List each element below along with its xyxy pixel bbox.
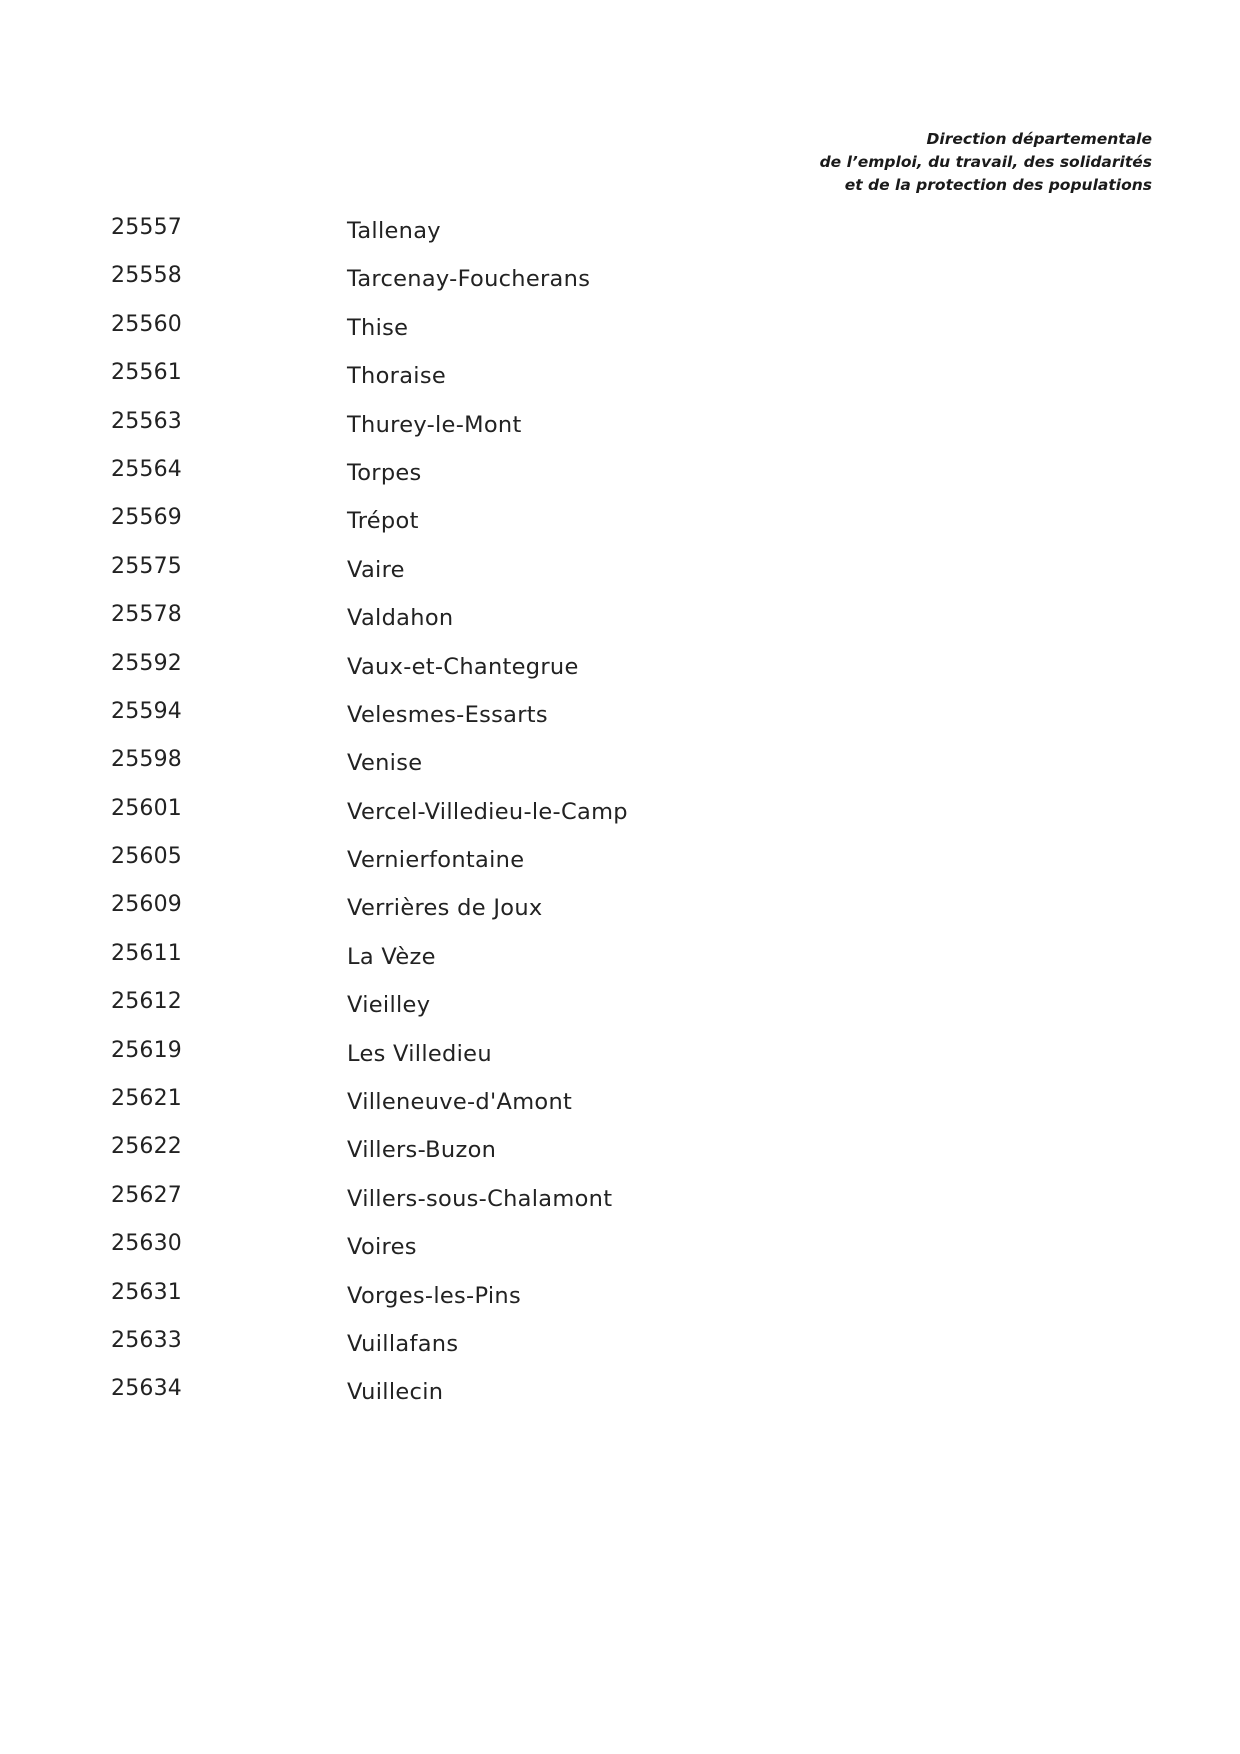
- list-item: [0, 214, 1240, 262]
- list-item: [0, 795, 1240, 843]
- list-item: [0, 359, 1240, 407]
- list-item: [0, 456, 1240, 504]
- commune-code: 25557: [111, 215, 182, 240]
- list-item: [0, 940, 1240, 988]
- commune-code: 25634: [111, 1376, 182, 1402]
- commune-name: Vieilley: [347, 992, 431, 1019]
- list-item: [0, 891, 1240, 939]
- commune-code: 25612: [111, 989, 182, 1015]
- list-item: [0, 1375, 1240, 1423]
- commune-name: Villers-sous-Chalamont: [347, 1185, 613, 1212]
- list-item: [0, 1230, 1240, 1278]
- list-item: [0, 504, 1240, 552]
- list-item: [0, 746, 1240, 794]
- commune-name: Venise: [347, 750, 423, 777]
- commune-code: 25622: [111, 1134, 182, 1160]
- commune-name: Thurey-le-Mont: [347, 411, 522, 438]
- commune-code: 25558: [111, 263, 182, 289]
- header-line-1: Direction départementale: [926, 130, 1152, 148]
- commune-code: 25631: [111, 1279, 182, 1305]
- commune-name: Trépot: [347, 508, 419, 535]
- list-item: [0, 698, 1240, 746]
- commune-code: 25578: [111, 602, 182, 628]
- commune-code: 25594: [111, 698, 182, 724]
- list-item: [0, 408, 1240, 456]
- commune-list: [0, 214, 1240, 1424]
- list-item: [0, 1085, 1240, 1133]
- commune-code: 25611: [111, 940, 182, 966]
- list-item: [0, 553, 1240, 601]
- list-item: [0, 988, 1240, 1036]
- commune-name: Tarcenay-Foucherans: [347, 266, 591, 293]
- commune-name: Valdahon: [347, 605, 454, 632]
- commune-name: Verrières de Joux: [347, 895, 543, 922]
- commune-name: Vuillecin: [347, 1379, 444, 1406]
- commune-code: 25563: [111, 408, 182, 434]
- commune-name: Vaire: [347, 556, 405, 583]
- list-item: [0, 843, 1240, 891]
- commune-code: 25561: [111, 360, 182, 386]
- commune-name: Velesmes-Essarts: [347, 701, 548, 728]
- list-item: [0, 1327, 1240, 1375]
- commune-name: Villers-Buzon: [347, 1137, 497, 1164]
- list-item: [0, 1133, 1240, 1181]
- header-line-3: et de la protection des populations: [844, 176, 1152, 194]
- commune-code: 25627: [111, 1182, 182, 1208]
- commune-name: Voires: [347, 1234, 417, 1261]
- commune-name: Les Villedieu: [347, 1040, 492, 1067]
- commune-code: 25621: [111, 1086, 182, 1112]
- list-item: [0, 1037, 1240, 1085]
- list-item: [0, 650, 1240, 698]
- list-item: [0, 311, 1240, 359]
- commune-name: Vuillafans: [347, 1330, 459, 1357]
- commune-code: 25609: [111, 892, 182, 918]
- commune-code: 25575: [111, 553, 182, 579]
- header-line-2: de l’emploi, du travail, des solidarités: [819, 153, 1152, 171]
- list-item: [0, 1182, 1240, 1230]
- issuing-authority-header: [820, 128, 1152, 197]
- commune-name: Vorges-les-Pins: [347, 1282, 521, 1309]
- list-item: [0, 262, 1240, 310]
- commune-code: 25605: [111, 844, 182, 870]
- commune-code: 25598: [111, 747, 182, 773]
- commune-code: 25601: [111, 795, 182, 821]
- list-item: [0, 601, 1240, 649]
- commune-code: 25564: [111, 456, 182, 482]
- commune-name: Vercel-Villedieu-le-Camp: [347, 798, 628, 825]
- list-item: [0, 1279, 1240, 1327]
- commune-name: La Vèze: [347, 943, 436, 970]
- commune-name: Tallenay: [347, 218, 441, 244]
- commune-name: Villeneuve-d'Amont: [347, 1089, 573, 1116]
- commune-code: 25633: [111, 1327, 182, 1353]
- commune-name: Thoraise: [347, 363, 447, 390]
- commune-name: Thise: [347, 314, 409, 341]
- commune-code: 25560: [111, 311, 182, 337]
- commune-code: 25569: [111, 505, 182, 531]
- commune-name: Vaux-et-Chantegrue: [347, 653, 579, 680]
- commune-code: 25592: [111, 650, 182, 676]
- commune-code: 25630: [111, 1231, 182, 1257]
- commune-code: 25619: [111, 1037, 182, 1063]
- commune-name: Vernierfontaine: [347, 847, 525, 874]
- commune-name: Torpes: [347, 459, 422, 486]
